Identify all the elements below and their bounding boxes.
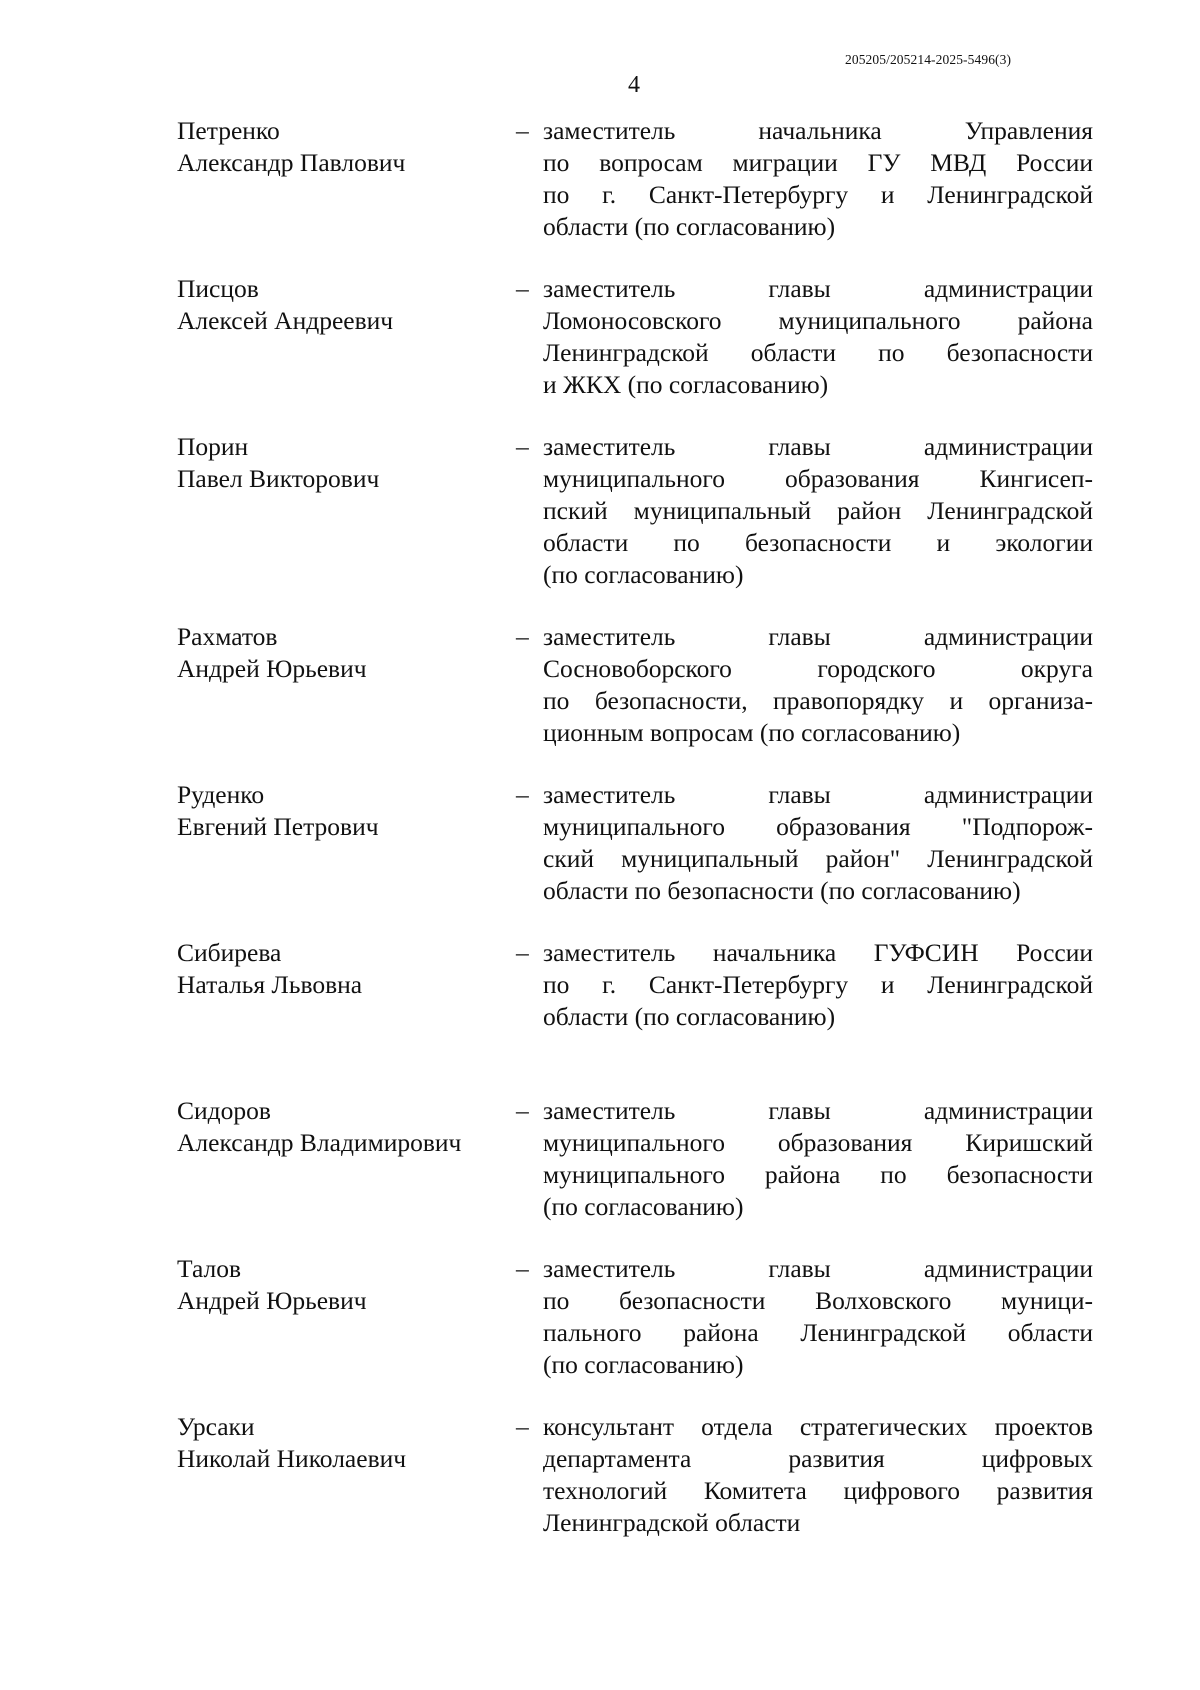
position-line: технологий Комитета цифрового развития — [543, 1476, 1093, 1505]
member-entry — [0, 779, 1200, 937]
member-given-names: Андрей Юрьевич — [177, 1286, 367, 1315]
position-line: по безопасности Волховского муници- — [543, 1286, 1093, 1315]
member-name — [177, 431, 379, 495]
position-line: и ЖКХ (по согласованию) — [543, 370, 829, 399]
member-name — [177, 273, 393, 337]
member-name — [177, 1253, 367, 1317]
position-line: заместитель начальника Управления — [543, 116, 1093, 145]
position-line: Ленинградской области по безопасности — [543, 338, 1093, 367]
member-given-names: Наталья Львовна — [177, 970, 363, 999]
member-given-names: Александр Павлович — [177, 148, 406, 177]
member-surname: Писцов — [177, 274, 259, 303]
position-line: муниципального района по безопасности — [543, 1160, 1093, 1189]
member-given-names: Александр Владимирович — [177, 1128, 462, 1157]
position-line: муниципального образования "Подпорож- — [543, 812, 1093, 841]
member-surname: Порин — [177, 432, 249, 461]
member-entry — [0, 273, 1200, 431]
dash-separator: – — [516, 938, 529, 967]
position-line: заместитель начальника ГУФСИН России — [543, 938, 1093, 967]
member-surname: Руденко — [177, 780, 265, 809]
member-surname: Урсаки — [177, 1412, 255, 1441]
position-line: (по согласованию) — [543, 1350, 744, 1379]
position-line: области по безопасности (по согласованию) — [543, 876, 1021, 905]
position-line: по вопросам миграции ГУ МВД России — [543, 148, 1093, 177]
position-line: области по безопасности и экологии — [543, 528, 1093, 557]
member-surname: Талов — [177, 1254, 241, 1283]
member-position — [543, 273, 1093, 401]
position-line: заместитель главы администрации — [543, 1254, 1093, 1283]
dash-separator: – — [516, 1096, 529, 1125]
member-entry — [0, 621, 1200, 779]
member-entry — [0, 115, 1200, 273]
member-position — [543, 115, 1093, 243]
position-line: пального района Ленинградской области — [543, 1318, 1093, 1347]
position-line: Ленинградской области — [543, 1508, 801, 1537]
position-line: по г. Санкт-Петербургу и Ленинградской — [543, 180, 1093, 209]
position-line: ский муниципальный район" Ленинградской — [543, 844, 1093, 873]
position-line: заместитель главы администрации — [543, 1096, 1093, 1125]
member-entry — [0, 1253, 1200, 1411]
position-line: по безопасности, правопорядку и организа- — [543, 686, 1093, 715]
position-line: Сосновоборского городского округа — [543, 654, 1093, 683]
member-given-names: Андрей Юрьевич — [177, 654, 367, 683]
member-given-names: Евгений Петрович — [177, 812, 379, 841]
position-line: области (по согласованию) — [543, 212, 836, 241]
position-line: заместитель главы администрации — [543, 622, 1093, 651]
position-line: (по согласованию) — [543, 560, 744, 589]
member-name — [177, 937, 362, 1001]
position-line: пский муниципальный район Ленинградской — [543, 496, 1093, 525]
member-given-names: Николай Николаевич — [177, 1444, 407, 1473]
position-line: заместитель главы администрации — [543, 274, 1093, 303]
position-line: заместитель главы администрации — [543, 432, 1093, 461]
dash-separator: – — [516, 116, 529, 145]
member-name — [177, 779, 379, 843]
position-line: (по согласованию) — [543, 1192, 744, 1221]
dash-separator: – — [516, 432, 529, 461]
dash-separator: – — [516, 274, 529, 303]
position-line: по г. Санкт-Петербургу и Ленинградской — [543, 970, 1093, 999]
member-name — [177, 115, 405, 179]
member-name — [177, 1095, 461, 1159]
position-line: муниципального образования Киришский — [543, 1128, 1093, 1157]
page-number: 4 — [628, 72, 640, 98]
member-entry — [0, 431, 1200, 621]
position-line: департамента развития цифровых — [543, 1444, 1093, 1473]
document-registration-number: 205205/205214-2025-5496(3) — [845, 52, 1012, 67]
dash-separator: – — [516, 780, 529, 809]
member-surname: Рахматов — [177, 622, 278, 651]
dash-separator: – — [516, 1412, 529, 1441]
member-position — [543, 1253, 1093, 1381]
dash-separator: – — [516, 622, 529, 651]
member-name — [177, 621, 367, 685]
position-line: муниципального образования Кингисеп- — [543, 464, 1093, 493]
position-line: Ломоносовского муниципального района — [543, 306, 1093, 335]
member-position — [543, 779, 1093, 907]
member-surname: Петренко — [177, 116, 280, 145]
member-position — [543, 1095, 1093, 1223]
member-given-names: Павел Викторович — [177, 464, 380, 493]
member-position — [543, 431, 1093, 591]
member-surname: Сидоров — [177, 1096, 271, 1125]
member-position — [543, 621, 1093, 749]
position-line: ционным вопросам (по согласованию) — [543, 718, 961, 747]
member-position — [543, 1411, 1093, 1539]
commission-members-list — [0, 115, 1200, 1569]
member-name — [177, 1411, 406, 1475]
member-entry — [0, 937, 1200, 1095]
member-entry — [0, 1095, 1200, 1253]
position-line: заместитель главы администрации — [543, 780, 1093, 809]
position-line: области (по согласованию) — [543, 1002, 836, 1031]
position-line: консультант отдела стратегических проектов — [543, 1412, 1093, 1441]
member-position — [543, 937, 1093, 1033]
member-entry — [0, 1411, 1200, 1569]
member-surname: Сибирева — [177, 938, 282, 967]
dash-separator: – — [516, 1254, 529, 1283]
member-given-names: Алексей Андреевич — [177, 306, 394, 335]
